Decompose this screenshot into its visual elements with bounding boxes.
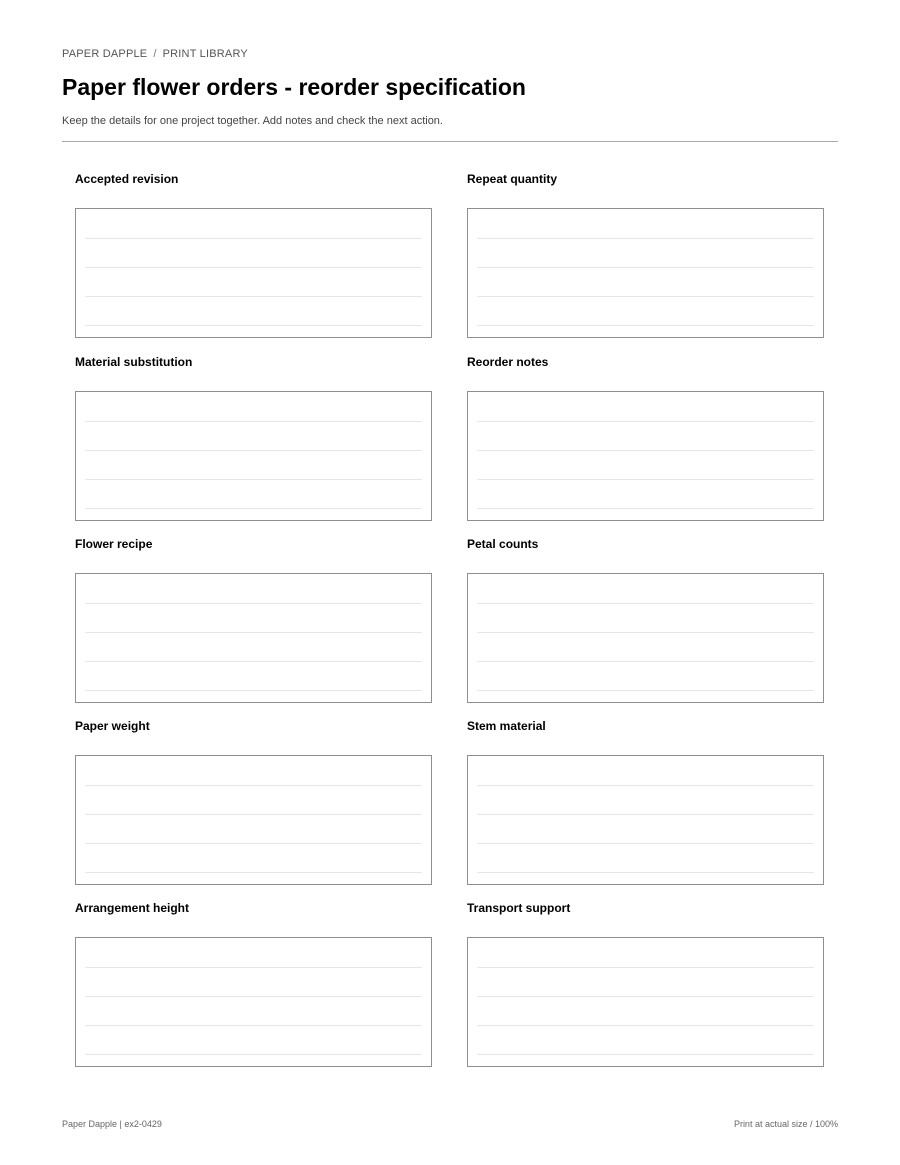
field-box-paper-weight[interactable] xyxy=(75,755,432,885)
page-subtitle: Keep the details for one project together. Add notes and check the next action. xyxy=(62,115,443,127)
writing-line xyxy=(477,421,814,422)
breadcrumb-separator: / xyxy=(153,48,157,60)
writing-line xyxy=(477,843,814,844)
writing-line xyxy=(85,967,422,968)
field-label-paper-weight: Paper weight xyxy=(75,719,150,733)
writing-line xyxy=(85,661,422,662)
writing-line xyxy=(477,267,814,268)
field-label-stem-material: Stem material xyxy=(467,719,546,733)
field-box-petal-counts[interactable] xyxy=(467,573,824,703)
writing-line xyxy=(477,508,814,509)
field-label-repeat-quantity: Repeat quantity xyxy=(467,172,558,186)
breadcrumb xyxy=(62,48,248,60)
writing-line xyxy=(85,1054,422,1055)
field-box-material-substitution[interactable] xyxy=(75,391,432,521)
writing-line xyxy=(477,785,814,786)
writing-line xyxy=(85,996,422,997)
writing-line xyxy=(477,661,814,662)
writing-line xyxy=(85,325,422,326)
field-box-transport-support[interactable] xyxy=(467,937,824,1067)
writing-line xyxy=(477,238,814,239)
writing-line xyxy=(85,296,422,297)
writing-line xyxy=(477,1054,814,1055)
writing-line xyxy=(85,785,422,786)
writing-line xyxy=(85,267,422,268)
writing-line xyxy=(477,996,814,997)
field-label-petal-counts: Petal counts xyxy=(467,537,539,551)
field-label-arrangement-height: Arrangement height xyxy=(75,901,190,915)
field-label-reorder-notes: Reorder notes xyxy=(467,355,549,369)
writing-line xyxy=(477,296,814,297)
page-title: Paper flower orders - reorder specification xyxy=(62,74,526,100)
field-box-reorder-notes[interactable] xyxy=(467,391,824,521)
breadcrumb-brand: PAPER DAPPLE xyxy=(62,48,148,60)
footer-left: Paper Dapple | ex2-0429 xyxy=(62,1119,162,1129)
field-label-flower-recipe: Flower recipe xyxy=(75,537,153,551)
writing-line xyxy=(85,603,422,604)
footer-right: Print at actual size / 100% xyxy=(733,1119,838,1129)
field-label-material-substitution: Material substitution xyxy=(75,355,193,369)
writing-line xyxy=(477,479,814,480)
writing-line xyxy=(477,632,814,633)
writing-line xyxy=(85,508,422,509)
writing-line xyxy=(477,325,814,326)
writing-line xyxy=(85,843,422,844)
writing-line xyxy=(477,603,814,604)
writing-line xyxy=(85,872,422,873)
field-label-transport-support: Transport support xyxy=(467,901,571,915)
writing-line xyxy=(477,450,814,451)
writing-line xyxy=(477,872,814,873)
field-box-repeat-quantity[interactable] xyxy=(467,208,824,338)
writing-line xyxy=(477,1025,814,1026)
writing-line xyxy=(85,238,422,239)
header-divider xyxy=(62,141,838,142)
writing-line xyxy=(85,421,422,422)
field-box-arrangement-height[interactable] xyxy=(75,937,432,1067)
writing-line xyxy=(85,450,422,451)
writing-line xyxy=(85,814,422,815)
writing-line xyxy=(85,479,422,480)
writing-line xyxy=(477,690,814,691)
field-label-accepted-revision: Accepted revision xyxy=(75,172,179,186)
field-box-stem-material[interactable] xyxy=(467,755,824,885)
breadcrumb-section: PRINT LIBRARY xyxy=(162,48,248,60)
field-box-flower-recipe[interactable] xyxy=(75,573,432,703)
field-box-accepted-revision[interactable] xyxy=(75,208,432,338)
writing-line xyxy=(85,690,422,691)
writing-line xyxy=(85,1025,422,1026)
writing-line xyxy=(477,814,814,815)
writing-line xyxy=(477,967,814,968)
writing-line xyxy=(85,632,422,633)
